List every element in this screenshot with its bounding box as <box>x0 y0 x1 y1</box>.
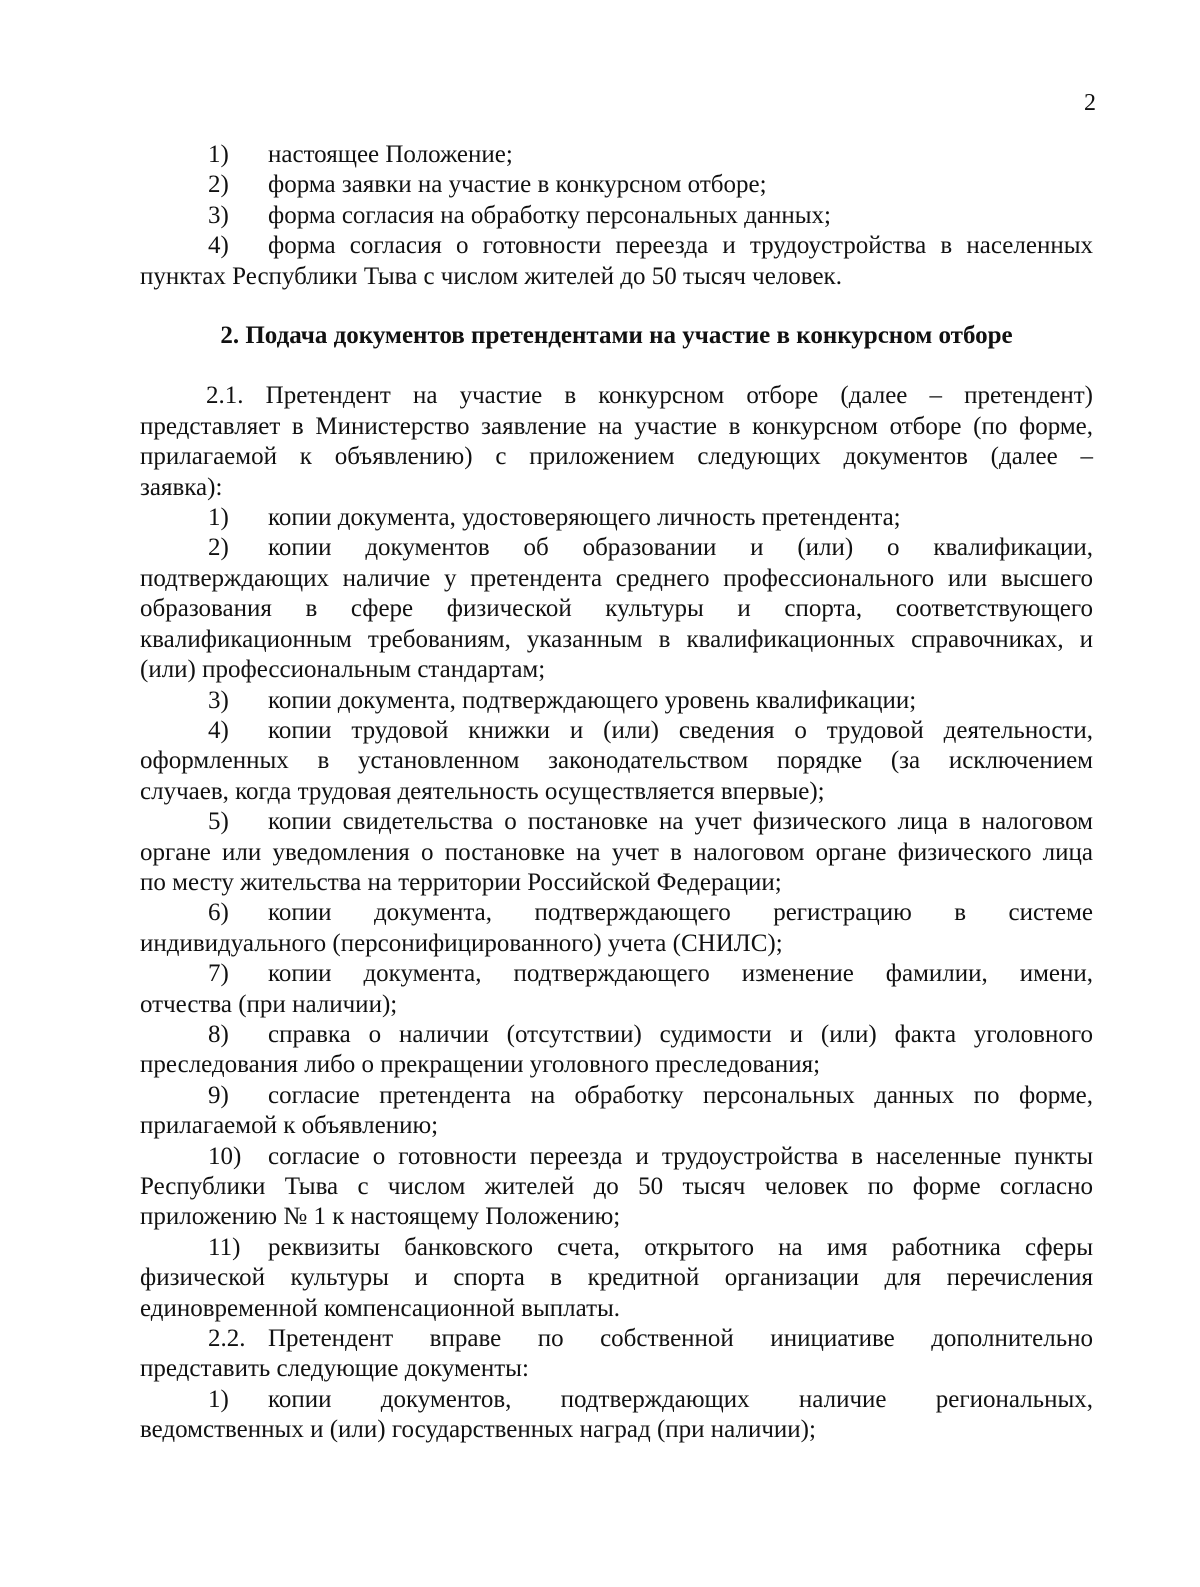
list-item-text: копии документа, подтверждающего регистрацию в системе <box>268 899 1093 927</box>
list-item <box>140 170 1093 200</box>
list-item-number: 6) <box>208 899 229 927</box>
paragraph-line: прилагаемой к объявлению) с приложением следующих документов (далее – <box>140 443 1093 471</box>
list-item-continuation: индивидуального (персонифицированного) учета (СНИЛС); <box>140 929 783 957</box>
list-item-number: 4) <box>208 232 229 260</box>
list-item <box>140 898 1093 928</box>
list-item-text: копии документа, удостоверяющего личность претендента; <box>268 504 901 532</box>
section-heading: 2. Подача документов претендентами на участие в конкурсном отборе <box>220 322 1013 350</box>
list-item-number: 5) <box>208 808 229 836</box>
list-item-number: 4) <box>208 716 229 744</box>
list-item-text: форма заявки на участие в конкурсном отборе; <box>268 171 767 199</box>
list-item-number: 1) <box>208 141 229 168</box>
paragraph-line: представить следующие документы: <box>140 1355 529 1383</box>
list-item-continuation: прилагаемой к объявлению; <box>140 1112 439 1140</box>
list-item-number: 11) <box>208 1233 241 1261</box>
list-item-number: 1) <box>208 504 229 532</box>
list-item-number: 3) <box>208 686 229 714</box>
list-item <box>140 1081 1093 1111</box>
list-item-text: копии свидетельства о постановке на учет физического лица в налоговом <box>268 808 1093 836</box>
list-item-continuation: случаев, когда трудовая деятельность осуществляется впервые); <box>140 777 825 805</box>
paragraph-line: 2.1. Претендент на участие в конкурсном отборе (далее – претендент) <box>206 382 1093 410</box>
list-item-text: реквизиты банковского счета, открытого на имя работника сферы <box>268 1233 1093 1261</box>
paragraph-line: заявка): <box>140 473 223 501</box>
list-item-number: 2) <box>208 534 229 562</box>
list-item-number: 1) <box>208 1385 229 1413</box>
list-item <box>140 533 1093 563</box>
list-item <box>140 686 1093 716</box>
list-item-number: 10) <box>208 1142 242 1170</box>
list-item <box>140 1233 1093 1263</box>
list-item-number: 8) <box>208 1020 229 1048</box>
list-item <box>140 807 1093 837</box>
list-item-continuation: пунктах Республики Тыва с числом жителей до 50 тысяч человек. <box>140 262 842 290</box>
list-item-number: 7) <box>208 960 229 988</box>
list-item-text: справка о наличии (отсутствии) судимости и (или) факта уголовного <box>268 1020 1093 1048</box>
list-item-continuation: по месту жительства на территории Российской Федерации; <box>140 868 782 896</box>
list-item-number: 3) <box>208 201 229 229</box>
list-item-continuation: подтверждающих наличие у претендента среднего профессионального или высшего <box>140 564 1093 592</box>
document-list <box>140 503 1093 1324</box>
paragraph-text: Претендент вправе по собственной инициативе дополнительно <box>268 1325 1093 1353</box>
document-list-2-2 <box>140 1385 1093 1446</box>
list-item-number: 9) <box>208 1081 229 1109</box>
list-item-text: настоящее Положение; <box>268 141 513 168</box>
list-item-continuation: отчества (при наличии); <box>140 990 398 1018</box>
list-item-text: копии документов об образовании и (или) о квалификации, <box>268 534 1093 562</box>
list-item-continuation: единовременной компенсационной выплаты. <box>140 1294 621 1322</box>
list-item-text: копии документа, подтверждающего уровень квалификации; <box>268 686 917 714</box>
list-item <box>140 201 1093 231</box>
list-item-continuation: органе или уведомления о постановке на учет в налоговом органе физического лица <box>140 838 1093 866</box>
list-item <box>140 231 1093 261</box>
list-item <box>140 1142 1093 1172</box>
paragraph-number: 2.2. <box>208 1325 246 1353</box>
paragraph-line: представляет в Министерство заявление на участие в конкурсном отборе (по форме, <box>140 412 1093 440</box>
list-item-text: форма согласия о готовности переезда и трудоустройства в населенных <box>268 232 1093 260</box>
list-item-continuation: физической культуры и спорта в кредитной организации для перечисления <box>140 1264 1093 1292</box>
list-item <box>140 1385 1093 1415</box>
paragraph-line <box>140 1324 1093 1354</box>
list-item <box>140 140 1093 170</box>
list-item-text: копии документов, подтверждающих наличие региональных, <box>268 1385 1093 1413</box>
list-item-continuation: оформленных в установленном законодательством порядке (за исключением <box>140 747 1093 775</box>
list-item-text: форма согласия на обработку персональных данных; <box>268 201 831 229</box>
list-item-continuation: (или) профессиональным стандартам; <box>140 656 546 684</box>
list-item-continuation: Республики Тыва с числом жителей до 50 тысяч человек по форме согласно <box>140 1173 1093 1200</box>
list-item-continuation: образования в сфере физической культуры и спорта, соответствующего <box>140 595 1093 623</box>
list-item <box>140 1020 1093 1050</box>
list-item-continuation: преследования либо о прекращении уголовного преследования; <box>140 1051 821 1079</box>
list-item <box>140 959 1093 989</box>
list-item-text: копии трудовой книжки и (или) сведения о трудовой деятельности, <box>268 716 1093 744</box>
list-item-continuation: ведомственных и (или) государственных наград (при наличии); <box>140 1416 816 1444</box>
list-item <box>140 716 1093 746</box>
list-item <box>140 503 1093 533</box>
list-item-number: 2) <box>208 171 229 199</box>
document-body <box>140 140 1093 1446</box>
list-item-continuation: квалификационным требованиям, указанным в квалификационных справочниках, и <box>140 625 1093 653</box>
list-item-text: копии документа, подтверждающего изменение фамилии, имени, <box>268 960 1093 988</box>
list-item-text: согласие претендента на обработку персональных данных по форме, <box>268 1081 1093 1109</box>
list-item-continuation: приложению № 1 к настоящему Положению; <box>140 1203 621 1231</box>
list-item-text: согласие о готовности переезда и трудоустройства в населенные пункты <box>268 1142 1093 1170</box>
page-number: 2 <box>1084 90 1096 116</box>
